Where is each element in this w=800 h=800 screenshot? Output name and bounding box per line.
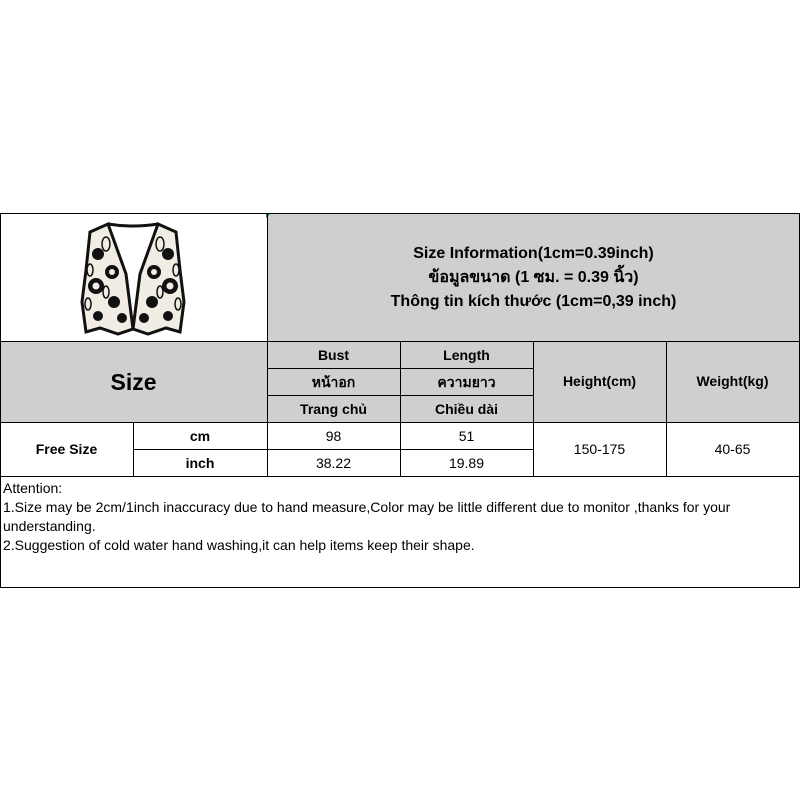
length-header-th: ความยาว [437,373,496,390]
size-value: Free Size [35,441,98,458]
note-1: 1.Size may be 2cm/1inch inaccuracy due to hand measure,Color may be little different due to monitor ,thanks for your understanding. [3,499,731,534]
bust-header-vi: Trang chủ [300,400,367,417]
grid-line [533,341,534,477]
grid-line [0,587,800,588]
bust-inch: 38.22 [315,454,352,471]
height-value: 150-175 [573,441,626,458]
embroidered-vest-icon [68,214,198,341]
weight-value: 40-65 [714,441,751,458]
bust-cm: 98 [325,427,342,444]
attention-notes [3,479,793,555]
length-header-en: Length [443,346,490,363]
grid-line [267,213,268,477]
grid-line [0,213,1,588]
title-line-english: Size Information(1cm=0.39inch) [413,244,654,262]
bust-header-en: Bust [317,346,350,363]
size-header: Size [110,368,157,395]
notes-heading: Attention: [3,480,63,496]
length-inch: 19.89 [448,454,485,471]
title-line-thai: ข้อมูลขนาด (1 ซม. = 0.39 นิ้ว) [428,268,639,286]
grid-line [133,449,533,450]
length-header-vi: Chiều dài [434,400,498,417]
unit-inch: inch [185,454,215,471]
title-line-vietnamese: Thông tin kích thước (1cm=0,39 inch) [390,292,677,310]
unit-cm: cm [189,427,211,444]
bust-header-th: หน้าอก [311,373,356,390]
note-2: 2.Suggestion of cold water hand washing,it can help items keep their shape. [3,537,475,553]
weight-header: Weight(kg) [696,373,769,390]
height-header: Height(cm) [562,373,637,390]
grid-line [133,422,134,477]
grid-line [666,341,667,477]
grid-line [400,341,401,477]
length-cm: 51 [458,427,475,444]
size-info-title [268,214,799,341]
grid-line [0,213,800,214]
